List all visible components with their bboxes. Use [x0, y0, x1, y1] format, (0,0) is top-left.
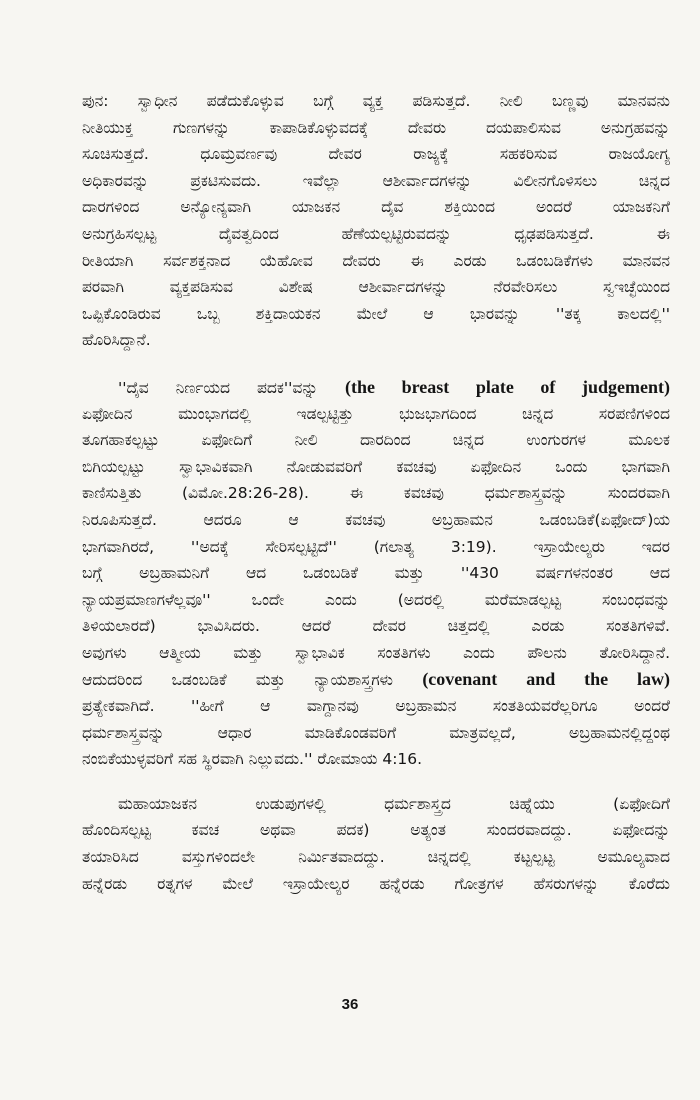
text-line: ಬಗ್ಗೆ ಅಬ್ರಹಾಮನಿಗೆ ಆದ ಒಡಂಬಡಿಕೆ ಮತ್ತು ''430 ವರ್ಷಗಳನಂತರ ಆದ [82, 564, 670, 583]
page-number: 36 [341, 996, 359, 1013]
text-line: ಹೊರಿಸಿದ್ದಾನೆ. [82, 331, 151, 350]
text-line: ಅವುಗಳು ಆತ್ಮೀಯ ಮತ್ತು ಸ್ವಾಭಾವಿಕ ಸಂತತಿಗಳು ಎಂದು ಪೌಲನು ತೋರಿಸಿದ್ದಾನೆ. [82, 643, 670, 662]
text-line [82, 374, 670, 401]
text-line: ಪುನ: ಸ್ವಾಧೀನ ಪಡೆದುಕೊಳ್ಳುವ ಬಗ್ಗೆ ವ್ಯಕ್ತ ಪಡಿಸುತ್ತದೆ. ನೀಲಿ ಬಣ್ಣವು ಮಾನವನು [82, 92, 670, 110]
text-line: ತಿಳಿಯಲಾರದೆ) ಭಾವಿಸಿದರು. ಆದರೆ ದೇವರ ಚಿತ್ತದಲ್ಲಿ ಎರಡು ಸಂತತಿಗಳಿವೆ. [82, 617, 670, 636]
text-line: ಪರವಾಗಿ ವ್ಯಕ್ತಪಡಿಸುವ ವಿಶೇಷ ಆಶೀರ್ವಾದಗಳನ್ನು ನೆರವೇರಿಸಲು ಸ್ವಇಚ್ಛೆಯಿಂದ [82, 278, 670, 297]
text-line: ಮಹಾಯಾಜಕನ ಉಡುಪುಗಳಲ್ಲಿ ಧರ್ಮಶಾಸ್ತ್ರದ ಚಿಹ್ನೆಯು (ಏಫೋದಿಗೆ [118, 794, 670, 813]
text-line: ಅಧಿಕಾರವನ್ನು ಪ್ರಕಟಿಸುವದು. ಇವೆಲ್ಲಾ ಆಶೀರ್ವಾದಗಳನ್ನು ವಿಲೀನಗೊಳಿಸಲು ಚಿನ್ನದ [82, 171, 670, 190]
text-line: ಕಾಣಿಸುತ್ತಿತು (ವಿಮೋ.28:26-28). ಈ ಕವಚವು ಧರ್ಮಶಾಸ್ತ್ರವನ್ನು ಸುಂದರವಾಗಿ [82, 484, 670, 503]
covenant-phrase-english: (covenant and the law) [422, 669, 670, 690]
text-line: ಒಪ್ಪಿಕೊಂಡಿರುವ ಒಬ್ಬ ಶಕ್ತಿದಾಯಕನ ಮೇಲೆ ಆ ಭಾರವನ್ನು ''ತಕ್ಕ ಕಾಲದಲ್ಲಿ'' [82, 304, 670, 323]
text-line: ತೂಗಹಾಕಲ್ಪಟ್ಟು ಏಫೋದಿಗೆ ನೀಲಿ ದಾರದಿಂದ ಚಿನ್ನದ ಉಂಗುರಗಳ ಮೂಲಕ [82, 431, 670, 450]
text-line: ಧರ್ಮಶಾಸ್ತ್ರವನ್ನು ಆಧಾರ ಮಾಡಿಕೊಂಡವರಿಗೆ ಮಾತ್ರವಲ್ಲದೆ, ಅಬ್ರಹಾಮನಲ್ಲಿದ್ದಂಥ [82, 723, 670, 742]
text-line [82, 666, 670, 693]
text-line: ನ್ಯಾಯಪ್ರಮಾಣಗಳೆಲ್ಲವೂ'' ಒಂದೇ ಎಂದು (ಅದರಲ್ಲಿ ಮರೆಮಾಡಲ್ಪಟ್ಟ ಸಂಬಂಧವನ್ನು [82, 590, 670, 609]
text-line: ತಯಾರಿಸಿದ ವಸ್ತುಗಳಿಂದಲೇ ನಿರ್ಮಿತವಾದದ್ದು. ಚಿನ್ನದಲ್ಲಿ ಕಟ್ಟಲ್ಪಟ್ಟ ಅಮೂಲ್ಯವಾದ [82, 848, 670, 867]
text-line: ರೀತಿಯಾಗಿ ಸರ್ವಶಕ್ತನಾದ ಯೆಹೋವ ದೇವರು ಈ ಎರಡು ಒಡಂಬಡಿಕೆಗಳು ಮಾನವನ [82, 251, 670, 270]
text-line: ಭಾಗವಾಗಿರದೆ, ''ಅದಕ್ಕೆ ಸೇರಿಸಲ್ಪಟ್ಟಿದೆ'' (ಗಲಾತ್ಯ 3:19). ಇಸ್ರಾಯೇಲ್ಯರು ಇದರ [82, 537, 670, 556]
heading-phrase-english: (the breast plate of judgement) [345, 376, 670, 397]
text-line: ಹೊಂದಿಸಲ್ಪಟ್ಟ ಕವಚ ಅಥವಾ ಪದಕ) ಅತ್ಯಂತ ಸುಂದರವಾದದ್ದು. ಏಫೋದನ್ನು [82, 821, 670, 840]
paragraph-3 [82, 791, 670, 897]
text-line: ಸೂಚಿಸುತ್ತದೆ. ಧೂಮ್ರವರ್ಣವು ದೇವರ ರಾಜ್ಯಕ್ಕೆ ಸಹಕರಿಸುವ ರಾಜಯೋಗ್ಯ [82, 145, 670, 164]
text-line: ದಾರಗಳಿಂದ ಅನ್ಯೋನ್ಯವಾಗಿ ಯಾಜಕನ ದೈವ ಶಕ್ತಿಯಿಂದ ಅಂದರೆ ಯಾಜಕನಿಗೆ [82, 198, 670, 217]
text-line: ನೀತಿಯುಕ್ತ ಗುಣಗಳನ್ನು ಕಾಪಾಡಿಕೊಳ್ಳುವದಕ್ಕೆ ದೇವರು ದಯಪಾಲಿಸುವ ಅನುಗ್ರಹವನ್ನು [82, 118, 670, 137]
text-line: ಅನುಗ್ರಹಿಸಲ್ಪಟ್ಟ ದೈವತ್ವದಿಂದ ಹೆಣೆಯಲ್ಪಟ್ಟಿರುವದನ್ನು ಧೃಢಪಡಿಸುತ್ತದೆ. ಈ [82, 224, 670, 243]
page-body [82, 88, 670, 897]
text-line: ಏಫೋದಿನ ಮುಂಭಾಗದಲ್ಲಿ ಇಡಲ್ಪಟ್ಟಿತ್ತು ಭುಜಭಾಗದಿಂದ ಚಿನ್ನದ ಸರಪಣಿಗಳಿಂದ [82, 404, 670, 423]
paragraph-2 [82, 374, 670, 773]
text-line: ಪ್ರತ್ಯೇಕವಾಗಿದೆ. ''ಹೀಗೆ ಆ ವಾಗ್ದಾನವು ಅಬ್ರಹಾಮನ ಸಂತತಿಯವರೆಲ್ಲರಿಗೂ ಅಂದರೆ [82, 697, 670, 716]
covenant-phrase-kannada: ಆದುದರಿಂದ ಒಡಂಬಡಿಕೆ ಮತ್ತು ನ್ಯಾಯಶಾಸ್ತ್ರಗಳು [82, 671, 393, 690]
text-line: ಬಿಗಿಯಲ್ಪಟ್ಟು ಸ್ವಾಭಾವಿಕವಾಗಿ ನೋಡುವವರಿಗೆ ಕವಚವು ಏಫೋದಿನ ಒಂದು ಭಾಗವಾಗಿ [82, 457, 670, 476]
paragraph-1 [82, 88, 670, 354]
text-line: ನಿರೂಪಿಸುತ್ತದೆ. ಆದರೂ ಆ ಕವಚವು ಅಬ್ರಹಾಮನ ಒಡಂಬಡಿಕೆ(ಏಫೋದ್)ಯ [82, 510, 670, 529]
text-line: ನಂಬಿಕೆಯುಳ್ಳವರಿಗೆ ಸಹ ಸ್ಥಿರವಾಗಿ ನಿಲ್ಲುವದು.'' ರೋಮಾಯ 4:16. [82, 750, 423, 769]
text-line: ಹನ್ನೆರಡು ರತ್ನಗಳ ಮೇಲೆ ಇಸ್ರಾಯೇಲ್ಯರ ಹನ್ನೆರಡು ಗೋತ್ರಗಳ ಹೆಸರುಗಳನ್ನು ಕೊರೆದು [82, 874, 670, 893]
heading-phrase-kannada: ''ದೈವ ನಿರ್ಣಯದ ಪದಕ''ವನ್ನು [118, 378, 319, 397]
